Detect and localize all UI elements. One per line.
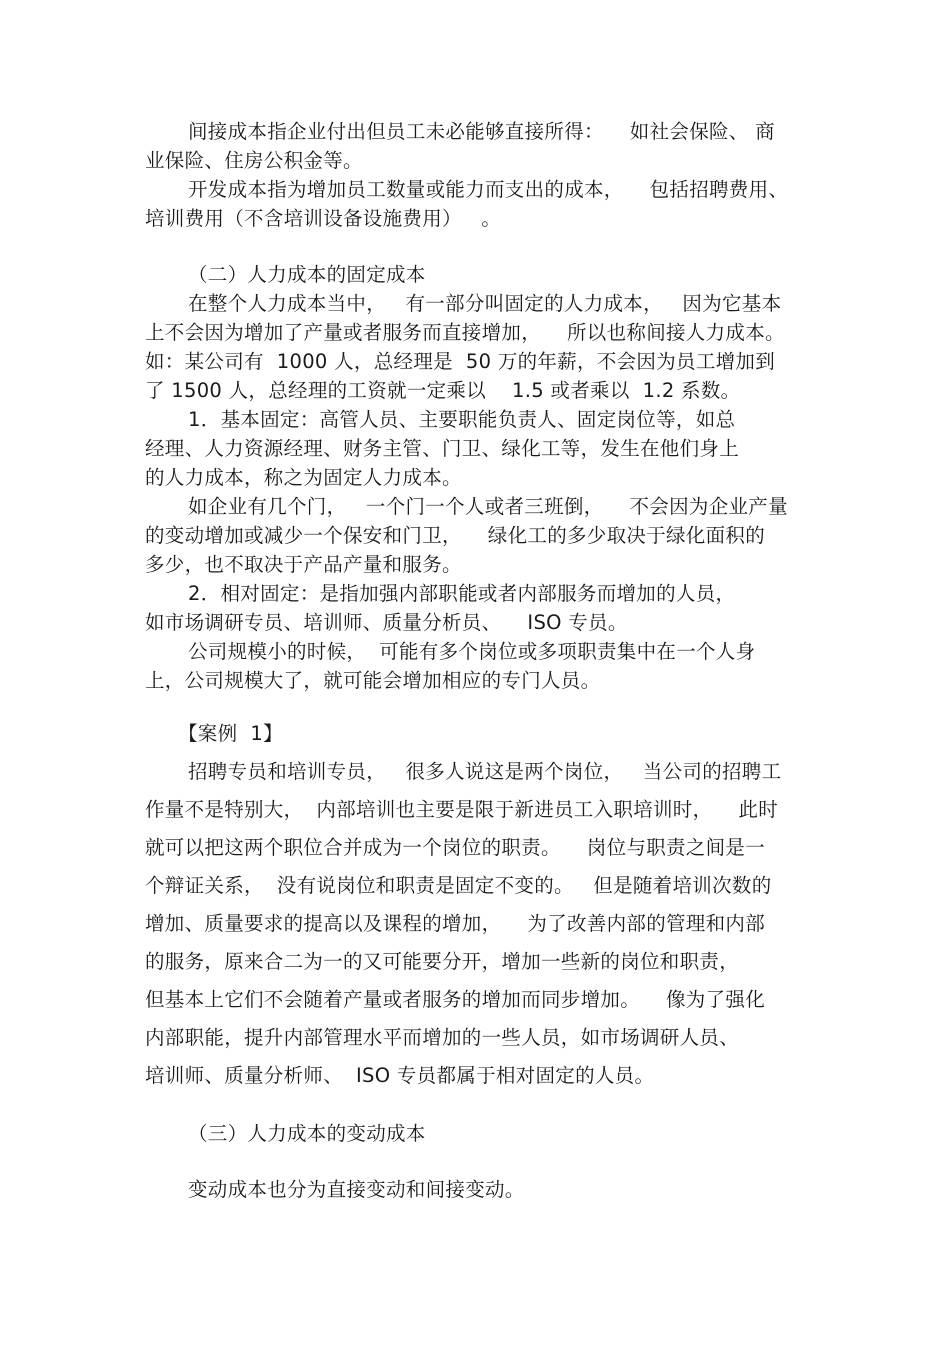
paragraph-line: 间接成本指企业付出但员工未必能够直接所得： 如社会保险、 商 xyxy=(188,120,775,143)
paragraph-line: 如市场调研专员、培训师、质量分析员、 ISO 专员。 xyxy=(145,611,628,634)
paragraph-line: 就可以把这两个职位合并成为一个岗位的职责。 岗位与职责之间是一 xyxy=(145,836,765,859)
paragraph-line: 开发成本指为增加员工数量或能力而支出的成本， 包括招聘费用、 xyxy=(188,178,789,201)
paragraph-line: 经理、人力资源经理、财务主管、门卫、绿化工等，发生在他们身上 xyxy=(145,437,740,460)
paragraph-line: 培训费用（不含培训设备设施费用） 。 xyxy=(145,207,502,230)
paragraph-line: 上不会因为增加了产量或者服务而直接增加， 所以也称间接人力成本。 xyxy=(145,321,785,344)
section-heading: （三）人力成本的变动成本 xyxy=(188,1122,426,1145)
case-heading: 【案例 1】 xyxy=(178,722,283,745)
paragraph-line: 个辩证关系， 没有说岗位和职责是固定不变的。 但是随着培训次数的 xyxy=(145,874,772,897)
section-heading: （二）人力成本的固定成本 xyxy=(188,263,426,286)
paragraph-line: 的服务，原来合二为一的又可能要分开，增加一些新的岗位和职责， xyxy=(145,950,740,973)
paragraph-line: 如：某公司有 1000 人，总经理是 50 万的年薪，不会因为员工增加到 xyxy=(145,350,776,373)
paragraph-line: 作量不是特别大， 内部培训也主要是限于新进员工入职培训时， 此时 xyxy=(145,798,778,821)
paragraph-line: 变动成本也分为直接变动和间接变动。 xyxy=(188,1178,525,1201)
paragraph-line: 多少，也不取决于产品产量和服务。 xyxy=(145,553,462,576)
paragraph-line: 内部职能，提升内部管理水平而增加的一些人员，如市场调研人员、 xyxy=(145,1026,740,1049)
paragraph-line: 1．基本固定：高管人员、主要职能负责人、固定岗位等，如总 xyxy=(188,408,736,431)
paragraph-line: 招聘专员和培训专员， 很多人说这是两个岗位， 当公司的招聘工 xyxy=(188,760,782,783)
paragraph-line: 公司规模小的时候， 可能有多个岗位或多项职责集中在一个人身 xyxy=(188,640,756,663)
paragraph-line: 的变动增加或减少一个保安和门卫， 绿化工的多少取决于绿化面积的 xyxy=(145,524,765,547)
paragraph-line: 2．相对固定：是指加强内部职能或者内部服务而增加的人员， xyxy=(188,582,736,605)
paragraph-line: 了 1500 人，总经理的工资就一定乘以 1.5 或者乘以 1.2 系数。 xyxy=(145,379,741,402)
paragraph-line: 增加、质量要求的提高以及课程的增加， 为了改善内部的管理和内部 xyxy=(145,912,765,935)
paragraph-line: 但基本上它们不会随着产量或者服务的增加而同步增加。 像为了强化 xyxy=(145,988,765,1011)
paragraph-line: 业保险、住房公积金等。 xyxy=(145,149,363,172)
paragraph-line: 如企业有几个门， 一个门一个人或者三班倒， 不会因为企业产量 xyxy=(188,495,788,518)
paragraph-line: 培训师、质量分析师、 ISO 专员都属于相对固定的人员。 xyxy=(145,1064,655,1087)
paragraph-line: 的人力成本，称之为固定人力成本。 xyxy=(145,466,462,489)
paragraph-line: 在整个人力成本当中， 有一部分叫固定的人力成本， 因为它基本 xyxy=(188,292,782,315)
paragraph-line: 上，公司规模大了，就可能会增加相应的专门人员。 xyxy=(145,669,601,692)
